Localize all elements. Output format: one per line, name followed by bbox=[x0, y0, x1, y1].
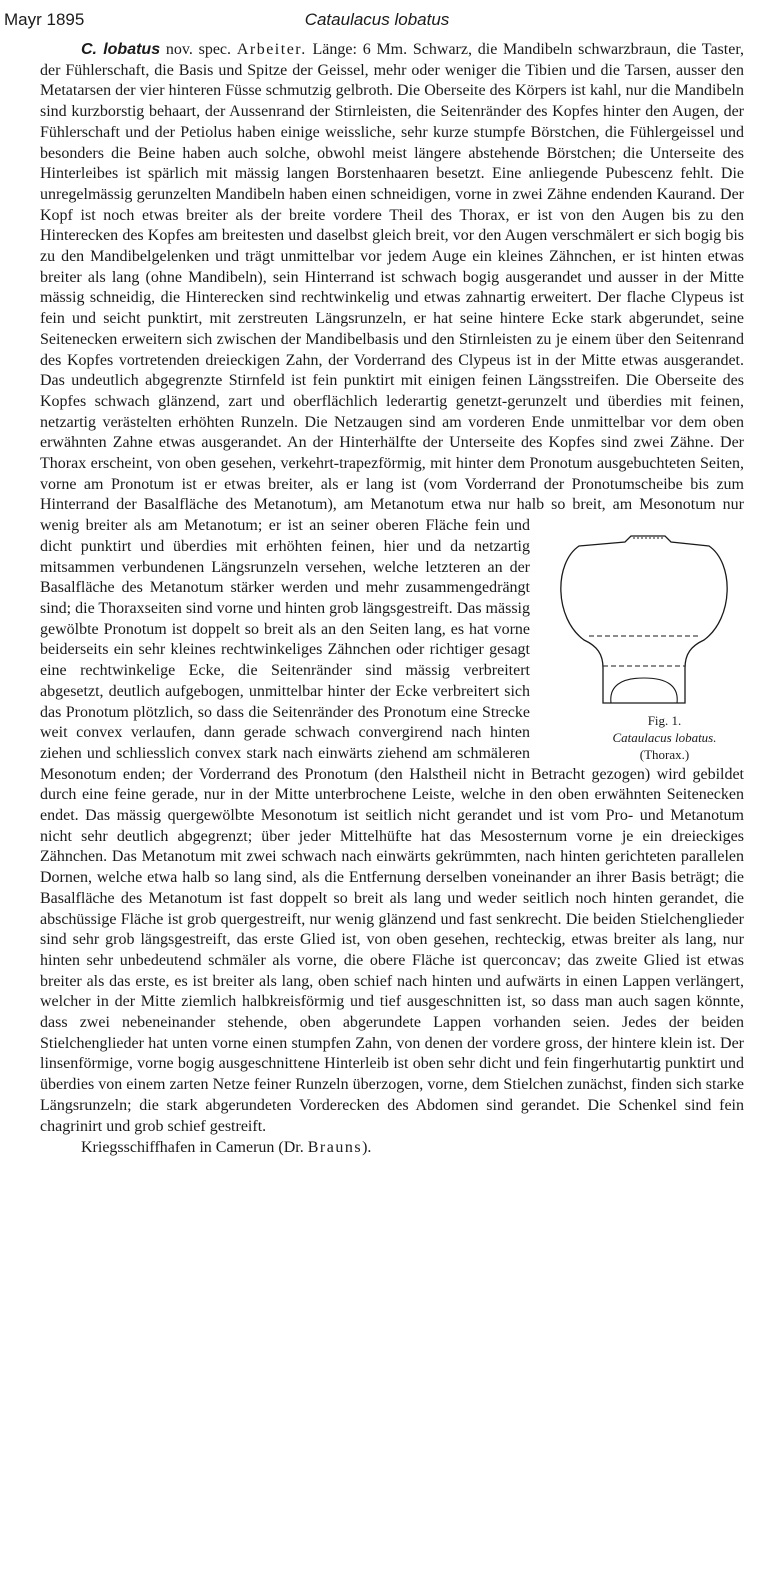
locality-place: Kriegsschiffhafen in Camerun (Dr. bbox=[81, 1139, 308, 1157]
locality-paragraph bbox=[40, 1138, 744, 1159]
collector-name: Brauns bbox=[307, 1139, 363, 1157]
figure-species: Cataulacus lobatus. bbox=[612, 730, 717, 746]
thorax-figure bbox=[544, 528, 744, 763]
figure-label: Fig. 1. bbox=[647, 713, 682, 729]
running-header bbox=[4, 10, 750, 36]
author-year: Mayr 1895 bbox=[4, 10, 85, 29]
species-name: C. lobatus bbox=[81, 41, 161, 58]
description-text-head: Länge: 6 Mm. Schwarz, die Mandibeln schwarzbraun, die Taster, der Fühlerschaft, die Basis und Spitze der Geissel, mehr oder weniger die Tibien und die Tarsen, ausser den Metatarsen der vier hinteren Füsse schmutzig gelbroth. Die Oberseite des Körpers ist kahl, nur die Mandibeln sind kurzborstig behaart, der Aussenrand der Stirnleisten, die Seitenränder des Kopfes hinter den Augen, der Fühlerschaft und der Petiolus haben einige weissliche, sehr kurze stumpfe Börstchen, die Fühlergeissel und besonders die Beine haben auch solche, obwohl meist längere abstehende Börstchen; die Unterseite des Hinterleibes ist spärlich mit mässig langen Borstenhaaren besetzt. Eine anliegende Pubescenz fehlt. Die unregelmässig gerunzelten Mandibeln haben einen schneidigen, vorne in zwei Zähne endenden Kaurand. Der Kopf ist noch etwas breiter als der breite vordere Theil des Thorax, er ist von den Augen bis zu den Hinterecken des Kopfes am breitesten und daselbst gleich breit, vor den Augen verschmälert er sich bogig bis zu den Mandibelgelenken und trägt unmittelbar vor jedem Auge ein kleines Zähnchen, er ist hinten etwas breiter als lang (ohne Mandibeln), sein Hinterrand ist schwach bogig ausgerandet und ausser in der Mitte mässig schneidig, die Hinterecken sind rechtwinkelig und etwas zahnartig erweitert. Der flache Clypeus ist fein und seicht punktirt, mit zerstreuten Längsrunzeln, er hat seine hintere Ecke stark abgerundet, seine Seitenecken erweitern sich zwischen der Mandibelbasis und den Stirnleisten zu je einem über den Seitenrand des Kopfes vortretenden dreieckigen Zahn, der Vorderrand des Clypeus ist in der Mitte etwas ausgerandet. Das undeutlich abgegrenzte Stirnfeld ist fein punktirt mit einigen feinen Längsstreifen. Die Oberseite des Kopfes schwach glänzend, zart und oberflächlich lederartig genetzt-gerunzelt und überdies mit feinen, netzartig verästelten erhöhten Runzeln. Die Netzaugen sind am vorderen Ende unmittelbar vor dem oben erwähnten Zahne etwas ausgerandet. An der Hinterhälfte der Unterseite des Kopfes sind zwei Zähne. Der Thorax erscheint, von oben gesehen, verkehrt-trapezförmig, mit hinter dem Pronotum ausgebuchteten Seiten, vorne am Pronotum ist er etwas breiter, als er lang ist (vom Vorderrand der Pronotumscheibe bis zum Hinterrand der Basalfläche des Metanotum), am Metanotum etwa nur halb so breit, bbox=[40, 41, 745, 514]
thorax-drawing bbox=[559, 528, 729, 708]
figure-note: (Thorax.) bbox=[639, 747, 690, 763]
description-text-tail: am Mesonotum nur wenig breiter als am Metanotum; er ist an seiner oberen Fläche fein und dicht punktirt und überdies mit erhöhten feinen, hier und da netzartig mitsammen verbundenen Längsrunzeln versehen, welche letzteren an der Basalfläche des Metanotum stärker werden und mehr zusammengedrängt sind; die Thoraxseiten sind vorne und hinten grob längsgestreift. Das mässig gewölbte Pronotum ist doppelt so breit als an den Seiten lang, es hat vorne beiderseits ein sehr kleines rechtwinkeliges Zähnchen oder richtiger gesagt eine rechtwinkelige Ecke, die Seitenränder sind mässig verbreitert abgesetzt, deutlich aufgebogen, unmittelbar hinter der Ecke verbreitert sich das Pronotum plötzlich, so dass die Seitenränder des Pronotum eine Strecke weit convex verlaufen, dann gerade schwach convergirend nach hinten ziehen und schliesslich convex stark nach einwärts ziehend am schmäleren Mesonotum enden; der Vorderrand des Pronotum (den Halstheil nicht in Betracht gezogen) wird gebildet durch eine feine gerade, nur in der Mitte unterbrochene Leiste, welche in den oben erwähnten Seitenecken endet. Das mässig quergewölbte Mesonotum ist seitlich nicht gerandet und ist vom Pro- und Metanotum nicht sehr deutlich abgegrenzt; über jeder Mittelhüfte hat das Mesosternum vorne je ein dreieckiges Zähnchen. Das Metanotum mit zwei schwach nach einwärts gekrümmten, nach hinten gerichteten parallelen Dornen, welche etwa halb so lang sind, als die Entfernung derselben voneinander an ihrer Basis beträgt; die Basalfläche des Metanotum ist fast doppelt so breit als lang und weder seitlich noch hinten gerandet, die abschüssige Fläche ist grob quergestreift, nur wenig glänzend und fast senkrecht. Die beiden Stielchenglieder sind sehr grob längsgestreift, das erste Glied ist, von oben gesehen, rechteckig, etwas breiter als lang, nur hinten sehr unbedeutend schmäler als vorne, die obere Fläche ist querconcav; das zweite Glied ist etwas breiter als das erste, es ist breiter als lang, oben schief nach hinten und aufwärts in einen Lappen verlängert, welcher in der Mitte ziemlich halbkreisförmig und tief ausgeschnitten ist, so dass man auch sagen könnte, dass zwei nebeneinander stehende, oben abgerundete Lappen vorhanden seien. Jedes der beiden Stielchenglieder hat unten vorne einen stumpfen Zahn, von denen der vordere gross, der hintere klein ist. Der linsenförmige, vorne bogig ausgeschnittene Hinterleib ist oben sehr dicht und fein fingerhutartig punktirt und überdies von einem zarten Netze feiner Runzeln überzogen, vorne, dem Stielchen zunächst, finden sich starke Längsrunzeln; die stark abgerundeten Vorderecken des Abdomen sind gerandet. Die Schenkel sind fein chagrinirt und grob schief gestreift. bbox=[40, 496, 744, 1135]
description-paragraph bbox=[40, 40, 744, 1137]
running-title: Cataulacus lobatus bbox=[304, 10, 450, 29]
locality-end: ). bbox=[362, 1139, 372, 1157]
species-status: nov. spec. bbox=[160, 41, 237, 58]
page-body bbox=[40, 40, 744, 1580]
caste-label: Arbeiter. bbox=[236, 41, 307, 58]
